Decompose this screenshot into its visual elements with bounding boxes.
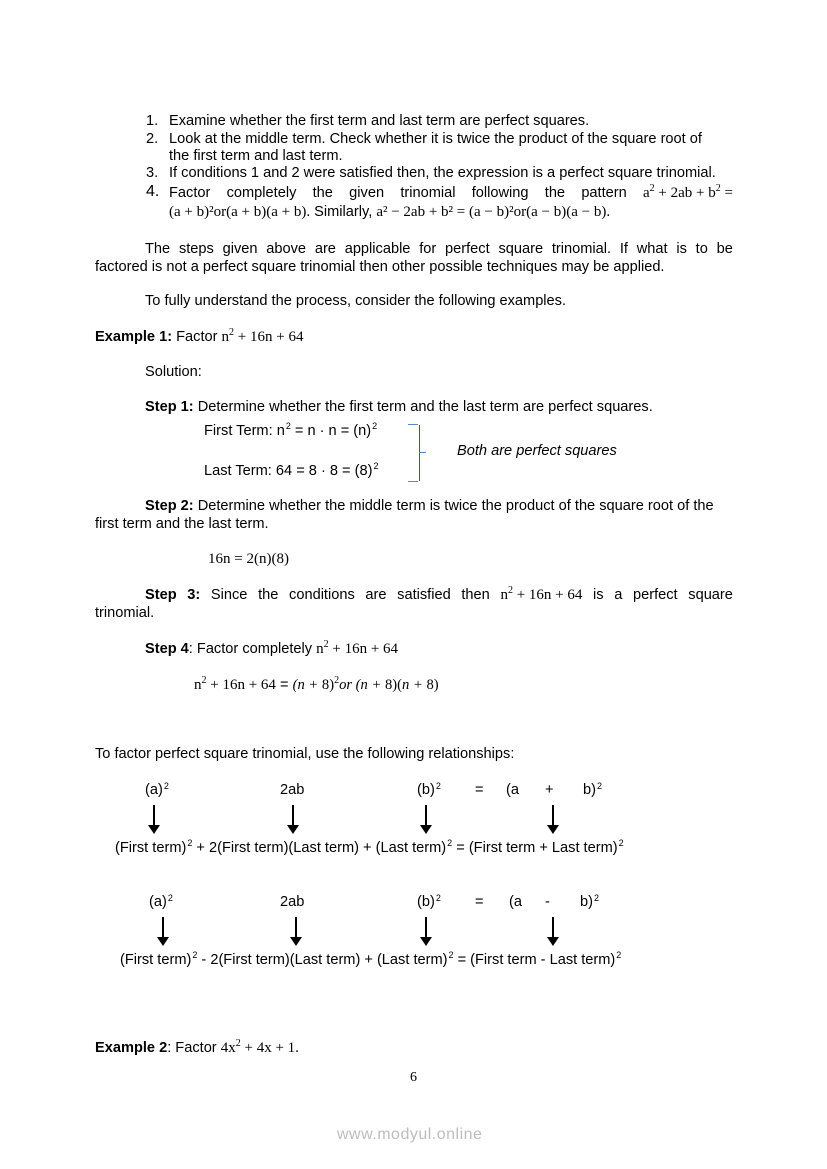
- step-text: Examine whether the first term and last term are perfect squares.: [169, 113, 590, 129]
- rel-top-operator: -: [545, 894, 550, 910]
- step-3-line-1: [145, 586, 733, 604]
- para-text: above: [266, 241, 307, 257]
- step-label: Step 4: [145, 641, 189, 657]
- step-4-result: [194, 676, 439, 694]
- last-term-text: Last Term: 64 = 8 · 8 = (8): [204, 463, 373, 479]
- step-text: the: [258, 587, 279, 603]
- example-2-heading: [95, 1039, 299, 1057]
- both-perfect-squares-note: Both are perfect squares: [457, 443, 617, 459]
- first-term-rest: = n · n = (n): [290, 423, 372, 439]
- page-number: 6: [410, 1070, 417, 1085]
- step-text: If conditions 1 and 2 were satisfied then, the expression is a perfect square trinomial.: [169, 165, 716, 181]
- rel-top-open: (a: [509, 894, 522, 910]
- para-text: be: [716, 241, 733, 257]
- word: completely: [226, 185, 297, 201]
- last-term-line: [204, 462, 378, 480]
- paragraph-1-line-2: factored is not a perfect square trinomial then other possible techniques may be applied.: [95, 259, 665, 275]
- superscript: 2: [372, 421, 378, 431]
- word: trinomial: [400, 185, 456, 201]
- rel-top-2ab: 2ab: [280, 782, 305, 798]
- pattern-math-result: (a + b)²or(a + b)(a + b).: [169, 204, 311, 220]
- relationships-intro: To factor perfect square trinomial, use the following relationships:: [95, 746, 515, 762]
- step-2-continued: first term and the last term.: [95, 516, 269, 532]
- para-text: perfect: [445, 241, 490, 257]
- rel-top-open: (a: [506, 782, 519, 798]
- step-2-equation: 16n = 2(n)(8): [208, 551, 289, 567]
- step-text: a: [614, 587, 623, 603]
- step-label: Step 1:: [145, 399, 194, 415]
- step-number: 2.: [146, 131, 159, 147]
- step-label: Step: [145, 587, 177, 603]
- example-text: : Factor: [167, 1040, 217, 1056]
- rel-bottom-plus: (First term)$^2$ + 2(First term)(Last term) + (Last term)$^2$ = (First term + Last term)$^2$: [115, 838, 624, 856]
- rel-top-equals: =: [475, 782, 484, 798]
- rel-top-close: b)$^2$: [583, 781, 602, 798]
- para-text: what: [636, 241, 668, 257]
- step-text: Since: [210, 587, 248, 603]
- step-item-2: [146, 130, 702, 148]
- example-label: Example 1:: [95, 329, 173, 345]
- word: following: [471, 185, 529, 201]
- word: Factor: [169, 185, 211, 201]
- step-number: 4.: [146, 183, 160, 200]
- step-3-expression: $n^2 + 16n + 64$: [500, 585, 583, 603]
- para-text: applicable: [344, 241, 411, 257]
- down-arrow-icon: [420, 917, 432, 947]
- rel-top-b: $(b)^2$: [417, 781, 441, 798]
- example-2-expression: $4x^2 + 4x + 1$.: [220, 1038, 299, 1056]
- step-2-heading: [145, 497, 714, 515]
- step-4-expression: $n^2 + 16n + 64$: [316, 639, 399, 657]
- example-label: Example 2: [95, 1040, 168, 1056]
- brace-tip: [419, 452, 426, 453]
- solution-label: Solution:: [145, 364, 202, 380]
- superscript: 2: [285, 421, 291, 431]
- word: the: [544, 185, 566, 201]
- step-text-continued: the first term and last term.: [169, 148, 343, 164]
- para-text: given: [222, 241, 258, 257]
- step-4-heading: [145, 640, 398, 658]
- down-arrow-icon: [547, 805, 559, 835]
- para-text: steps: [178, 241, 214, 257]
- result-right: $(n + 8)^2or$ (n + 8)(n + 8): [292, 675, 439, 693]
- down-arrow-icon: [420, 805, 432, 835]
- down-arrow-icon: [287, 805, 299, 835]
- down-arrow-icon: [290, 917, 302, 947]
- watermark: www.modyul.online: [337, 1126, 483, 1143]
- rel-top-operator: +: [545, 782, 554, 798]
- step-label: 3:: [187, 587, 201, 603]
- para-text: are: [314, 241, 336, 257]
- example-text: Factor: [176, 329, 218, 345]
- result-left: $n^2 + 16n + 64$: [194, 675, 276, 693]
- para-text: to: [695, 241, 708, 257]
- step-text: : Factor completely: [188, 641, 313, 657]
- rel-top-a: $(a)^2$: [145, 781, 169, 798]
- rel-top-b: $(b)^2$: [417, 893, 441, 910]
- step-text: then: [461, 587, 490, 603]
- step-number: 1.: [146, 113, 159, 129]
- step-item-4: [146, 183, 159, 201]
- para-text: for: [419, 241, 437, 257]
- rel-top-a: $(a)^2$: [149, 893, 173, 910]
- down-arrow-icon: [547, 917, 559, 947]
- paragraph-2: To fully understand the process, consider the following examples.: [145, 293, 567, 309]
- word: given: [349, 185, 385, 201]
- equals-sign: =: [279, 677, 289, 693]
- step-3-continued: trinomial.: [95, 605, 155, 621]
- example-1-heading: [95, 328, 303, 346]
- word: the: [312, 185, 333, 201]
- step-text: are: [365, 587, 387, 603]
- similarly-text: Similarly,: [314, 204, 373, 220]
- rel-top-2ab: 2ab: [280, 894, 305, 910]
- step-number: 3.: [146, 165, 159, 181]
- example-expression: $n^2 + 16n + 64$: [221, 327, 304, 345]
- step-text: is: [593, 587, 604, 603]
- rel-bottom-minus: (First term)$^2$ - 2(First term)(Last term) + (Last term)$^2$ = (First term - Last term)$^2$: [120, 950, 622, 968]
- step-item-3: [146, 164, 716, 182]
- step-text: conditions: [289, 587, 355, 603]
- step-1-heading: [145, 398, 653, 416]
- step-text: Determine whether the middle term is twice the product of the square root of the: [197, 498, 714, 514]
- para-text: If: [619, 241, 628, 257]
- superscript: 2: [373, 461, 379, 471]
- para-text: square: [498, 241, 544, 257]
- down-arrow-icon: [157, 917, 169, 947]
- pattern-math: $a^2 + 2ab + b^2$ =: [643, 183, 733, 201]
- paragraph-1-line-1: [95, 240, 733, 258]
- down-arrow-icon: [148, 805, 160, 835]
- first-term-line: [204, 422, 377, 440]
- step-item-1: [146, 112, 590, 130]
- para-text: The: [145, 241, 171, 257]
- para-text: trinomial.: [551, 241, 612, 257]
- step-text: satisfied: [397, 587, 451, 603]
- rel-top-close: b)$^2$: [580, 893, 599, 910]
- first-term-text: First Term: n: [204, 423, 285, 439]
- step-4-line-2: [169, 203, 610, 221]
- word: pattern: [581, 185, 627, 201]
- step-text: Determine whether the first term and the last term are perfect squares.: [197, 399, 653, 415]
- step-text: square: [688, 587, 733, 603]
- step-text: Look at the middle term. Check whether it is twice the product of the square root of: [169, 131, 702, 147]
- para-text: is: [676, 241, 687, 257]
- step-4-line-1: [169, 184, 733, 202]
- pattern-math-minus: a² − 2ab + b² = (a − b)²or(a − b)(a − b).: [376, 204, 611, 220]
- rel-top-equals: =: [475, 894, 484, 910]
- step-label: Step 2:: [145, 498, 194, 514]
- step-text: perfect: [633, 587, 678, 603]
